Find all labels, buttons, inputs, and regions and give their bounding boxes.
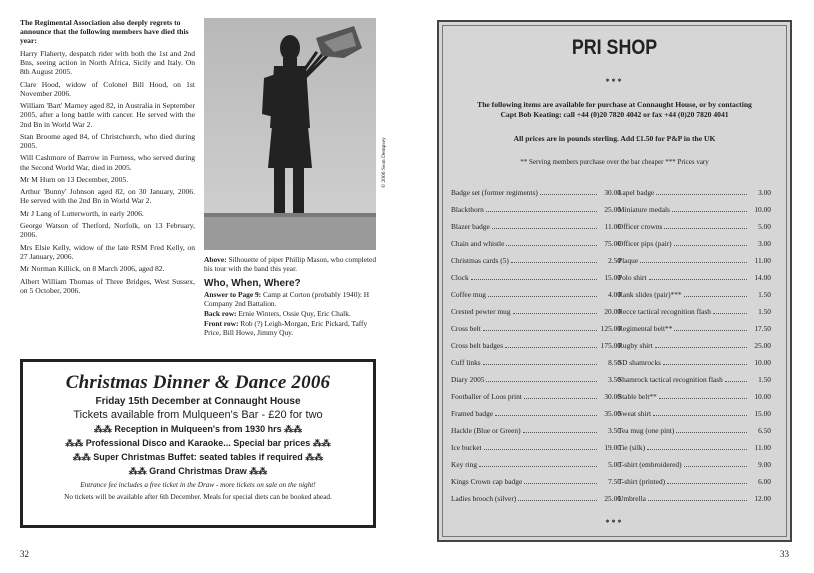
items-column-left	[451, 184, 621, 507]
item-price: 7.50	[608, 477, 621, 486]
item-price: 1.50	[758, 375, 771, 384]
shop-item-row	[451, 218, 621, 235]
dot-leader	[674, 325, 747, 331]
dot-leader	[505, 342, 597, 348]
dot-leader	[471, 274, 597, 280]
item-name: Shamrock tactical recognition flash	[618, 375, 723, 384]
dot-leader	[684, 461, 747, 467]
item-name: Sweat shirt	[618, 409, 652, 418]
caption-block	[204, 255, 379, 338]
item-price: 30.00	[604, 392, 621, 401]
shop-item-row	[451, 201, 621, 218]
obituary-entry: William 'Bart' Marney aged 82, in Australia in September 2005, after a long battle with cancer. He served with the 2nd Bn in World War 2.	[20, 101, 195, 129]
back-row-line	[204, 309, 379, 318]
item-name: Cross belt	[451, 324, 481, 333]
legend-note: ** Serving members purchase over the bar cheaper *** Prices vary	[520, 158, 709, 166]
christmas-highlight: ⁂⁂ Reception in Mulqueen's from 1930 hrs ⁂⁂	[93, 424, 303, 434]
obituary-entry: Mr M Hurn on 13 December, 2005.	[20, 174, 129, 184]
item-name: Rugby shirt	[618, 341, 653, 350]
obituary-entry: Mr Norman Killick, on 8 March 2006, aged 82.	[20, 264, 165, 274]
shop-item-row	[618, 218, 771, 235]
christmas-tickets: Tickets available from Mulqueen's Bar - £20 for two	[73, 409, 323, 421]
item-name: T-shirt (embroidered)	[618, 460, 682, 469]
item-price: 1.50	[758, 290, 771, 299]
shop-item-row	[451, 269, 621, 286]
shop-item-row	[451, 405, 621, 422]
dot-leader	[488, 291, 597, 297]
item-price: 6.50	[758, 426, 771, 435]
obituary-entry: Harry Flaherty, despatch rider with both the 1st and 2nd Bns, seeing action in North Africa, Sicily and Italy. On 8th August 2005.	[20, 49, 195, 77]
christmas-date: Friday 15th December at Connaught House	[95, 396, 301, 407]
item-price: 3.50	[608, 375, 621, 384]
back-row-label: Back row:	[204, 309, 237, 318]
obituary-entry: Clare Hood, widow of Colonel Bill Hood, on 1st November 2006.	[20, 79, 195, 98]
item-name: Key ring	[451, 460, 478, 469]
item-name: SD shamrocks	[618, 358, 661, 367]
dot-leader	[663, 359, 747, 365]
item-name: Framed badge	[451, 409, 494, 418]
obituary-intro: The Regimental Association also deeply regrets to announce that the following members have died this year:	[20, 18, 189, 46]
dot-leader	[523, 427, 597, 433]
shop-item-row	[451, 354, 621, 371]
shop-intro	[439, 100, 790, 119]
item-price: 175.00	[600, 341, 621, 350]
dot-leader	[667, 478, 747, 484]
item-name: Christmas cards (5)	[451, 256, 509, 265]
entrance-note: Entrance fee includes a free ticket in the Draw - more tickets on sale on the night!	[80, 481, 316, 489]
item-name: Crested pewter mug	[451, 307, 511, 316]
piper-photo	[204, 18, 376, 250]
shop-item-row	[451, 388, 621, 405]
dot-leader	[506, 240, 597, 246]
item-price: 25.00	[604, 205, 621, 214]
item-price: 11.00	[754, 443, 771, 452]
shop-item-row	[618, 473, 771, 490]
pri-shop-box	[437, 20, 792, 542]
item-name: Tie (silk)	[618, 443, 646, 452]
shop-item-row	[451, 490, 621, 507]
dot-leader	[524, 393, 597, 399]
item-price: 5.00	[608, 460, 621, 469]
photo-credit: © 2006 Sean Dempsey	[381, 137, 387, 188]
item-price: 14.00	[754, 273, 771, 282]
dot-leader	[524, 478, 597, 484]
dot-leader	[713, 308, 747, 314]
item-price: 3.50	[608, 426, 621, 435]
item-price: 19.00	[604, 443, 621, 452]
dot-leader	[518, 495, 597, 501]
item-price: 10.00	[754, 392, 771, 401]
item-price: 15.00	[754, 409, 771, 418]
shop-item-row	[618, 422, 771, 439]
dot-leader	[655, 342, 747, 348]
answer-line	[204, 290, 379, 308]
shop-item-row	[618, 388, 771, 405]
page-number-right: 33	[780, 549, 789, 559]
item-price: 35.00	[604, 409, 621, 418]
obituary-entry: George Watson of Thetford, Norfolk, on 13 February, 2006.	[20, 221, 195, 240]
shop-item-row	[618, 405, 771, 422]
item-price: 20.00	[604, 307, 621, 316]
shop-item-row	[451, 337, 621, 354]
shop-item-row	[618, 439, 771, 456]
christmas-dinner-box	[20, 359, 376, 528]
obituary-entry: Albert William Thomas of Three Bridges, West Sussex, on 5 October, 2006.	[20, 276, 195, 295]
item-name: Cross belt badges	[451, 341, 504, 350]
item-price: 6.00	[758, 477, 771, 486]
who-when-where-heading: Who, When, Where?	[204, 278, 301, 289]
tickets-note: No tickets will be available after 6th December. Meals for special diets can be booked ahead.	[64, 493, 332, 501]
shop-item-row	[618, 269, 771, 286]
shop-item-row	[451, 252, 621, 269]
item-name: Badge set (former regiments)	[451, 188, 538, 197]
item-name: Plaque	[618, 256, 639, 265]
dot-leader	[676, 427, 747, 433]
item-price: 125.00	[600, 324, 621, 333]
dot-leader	[640, 257, 747, 263]
dot-leader	[684, 291, 747, 297]
dot-leader	[486, 376, 597, 382]
obituary-entry: Stan Broome aged 84, of Christchurch, who died during 2005.	[20, 131, 195, 151]
shop-item-row	[451, 422, 621, 439]
item-name: Polo shirt	[618, 273, 647, 282]
shop-item-row	[618, 354, 771, 371]
dot-leader	[653, 410, 747, 416]
item-price: 11.00	[604, 222, 621, 231]
item-price: 25.00	[754, 341, 771, 350]
item-price: 75.00	[604, 239, 621, 248]
dot-leader	[674, 240, 747, 246]
item-price: 30.00	[604, 188, 621, 197]
dot-leader	[656, 189, 747, 195]
item-name: Rank slides (pair)***	[618, 290, 682, 299]
obituary-entry: Mrs Elsie Kelly, widow of the late RSM Fred Kelly, on 27 January, 2006.	[20, 242, 195, 261]
shop-item-row	[451, 473, 621, 490]
item-name: Blazer badge	[451, 222, 490, 231]
item-price: 9.00	[758, 460, 771, 469]
shop-item-row	[451, 303, 621, 320]
item-name: Chain and whistle	[451, 239, 505, 248]
stars-divider-top: ***	[605, 77, 624, 86]
dot-leader	[647, 444, 747, 450]
item-name: Blackthorn	[451, 205, 484, 214]
item-name: Hackle (Blue or Green)	[451, 426, 521, 435]
obituary-entry: Will Cashmore of Barrow in Furness, who served during the Second World War, died in 2005.	[20, 153, 195, 172]
shop-item-row	[618, 456, 771, 473]
dot-leader	[659, 393, 747, 399]
dot-leader	[649, 274, 747, 280]
answer-label: Answer to Page 9:	[204, 290, 262, 299]
item-name: Officer crowns	[618, 222, 663, 231]
front-row-line	[204, 319, 379, 337]
dot-leader	[495, 410, 597, 416]
obituary-entry: Mr J Lang of Lutterworth, in early 2006.	[20, 208, 144, 218]
dot-leader	[664, 223, 747, 229]
shop-item-row	[618, 286, 771, 303]
item-name: Kings Crown cap badge	[451, 477, 523, 486]
stars-divider-bottom: ***	[605, 518, 624, 527]
item-price: 11.00	[754, 256, 771, 265]
item-name: Coffee mug	[451, 290, 486, 299]
item-price: 12.00	[754, 494, 771, 503]
shop-item-row	[451, 286, 621, 303]
item-price: 8.50	[608, 358, 621, 367]
caption-label: Above:	[204, 255, 227, 264]
shop-item-row	[618, 184, 771, 201]
item-name: Ladies brooch (silver)	[451, 494, 517, 503]
dot-leader	[483, 359, 597, 365]
dot-leader	[648, 495, 747, 501]
obituary-entry: Arthur 'Bunny' Johnson aged 82, on 30 January, 2006. He served with the 2nd Bn in World War 2.	[20, 187, 195, 206]
obituary-column	[20, 18, 195, 298]
shop-item-row	[618, 252, 771, 269]
shop-item-row	[451, 439, 621, 456]
dot-leader	[483, 325, 597, 331]
item-price: 3.00	[758, 188, 771, 197]
item-price: 17.50	[754, 324, 771, 333]
item-price: 1.50	[758, 307, 771, 316]
shop-item-row	[451, 371, 621, 388]
shop-item-row	[618, 337, 771, 354]
dot-leader	[540, 189, 597, 195]
shop-item-row	[618, 490, 771, 507]
items-column-right	[618, 184, 771, 507]
christmas-highlight: ⁂⁂ Grand Christmas Draw ⁂⁂	[128, 466, 268, 476]
shop-item-row	[451, 235, 621, 252]
item-price: 25.00	[604, 494, 621, 503]
item-name: Footballer of Loos print	[451, 392, 522, 401]
photo-caption	[204, 255, 379, 273]
item-price: 2.50	[608, 256, 621, 265]
front-row-label: Front row:	[204, 319, 239, 328]
shop-title: PRI SHOP	[571, 36, 658, 59]
shop-item-row	[618, 371, 771, 388]
dot-leader	[492, 223, 597, 229]
item-price: 5.00	[758, 222, 771, 231]
item-name: Diary 2005	[451, 375, 485, 384]
item-name: Ice bucket	[451, 443, 482, 452]
shop-item-row	[451, 320, 621, 337]
item-price: 15.00	[604, 273, 621, 282]
item-price: 4.00	[608, 290, 621, 299]
back-row-text: Ernie Winters, Ossie Quy, Eric Chalk.	[236, 309, 351, 318]
shop-item-row	[451, 456, 621, 473]
answer-text: Camp at Corton (probably 1940): H Company 2nd Battalion.	[204, 290, 370, 308]
item-name: T-shirt (printed)	[618, 477, 666, 486]
dot-leader	[479, 461, 597, 467]
item-name: Stable belt**	[618, 392, 657, 401]
dot-leader	[672, 206, 747, 212]
item-name: Lapel badge	[618, 188, 655, 197]
shop-item-row	[618, 320, 771, 337]
item-name: Officer pips (pair)	[618, 239, 672, 248]
christmas-highlight: ⁂⁂ Professional Disco and Karaoke... Special bar prices ⁂⁂	[65, 438, 331, 448]
shop-item-row	[618, 303, 771, 320]
item-name: Regimental belt**	[618, 324, 673, 333]
shop-intro-line2: Capt Bob Keating: call +44 (0)20 7820 4042 or fax +44 (0)20 7820 4041	[500, 109, 729, 119]
christmas-title: Christmas Dinner & Dance 2006	[65, 372, 331, 393]
front-row-text: Rob (?) Leigh-Morgan, Eric Pickard, Taffy Price, Bill Howe, Jimmy Quy.	[204, 319, 368, 337]
item-price: 3.00	[758, 239, 771, 248]
item-name: Cuff links	[451, 358, 481, 367]
shop-item-row	[451, 184, 621, 201]
dot-leader	[725, 376, 747, 382]
dot-leader	[484, 444, 597, 450]
prices-note: All prices are in pounds sterling. Add £1.50 for P&P in the UK	[513, 134, 716, 143]
page-number-left: 32	[20, 549, 29, 559]
dot-leader	[486, 206, 597, 212]
shop-intro-line1: The following items are available for purchase at Connaught House, or by contacting	[477, 100, 752, 109]
caption-text: Silhouette of piper Phillip Mason, who completed his tour with the band this year.	[204, 255, 377, 273]
item-price: 10.00	[754, 358, 771, 367]
item-name: Clock	[451, 273, 469, 282]
shop-item-row	[618, 235, 771, 252]
item-price: 10.00	[754, 205, 771, 214]
item-name: Tea mug (one pint)	[618, 426, 675, 435]
shop-item-row	[618, 201, 771, 218]
dot-leader	[511, 257, 597, 263]
christmas-highlight: ⁂⁂ Super Christmas Buffet: seated tables if required ⁂⁂	[72, 452, 324, 462]
item-name: Umbrella	[618, 494, 646, 503]
item-name: Recce tactical recognition flash	[618, 307, 711, 316]
item-name: Miniature medals	[618, 205, 670, 214]
dot-leader	[513, 308, 597, 314]
